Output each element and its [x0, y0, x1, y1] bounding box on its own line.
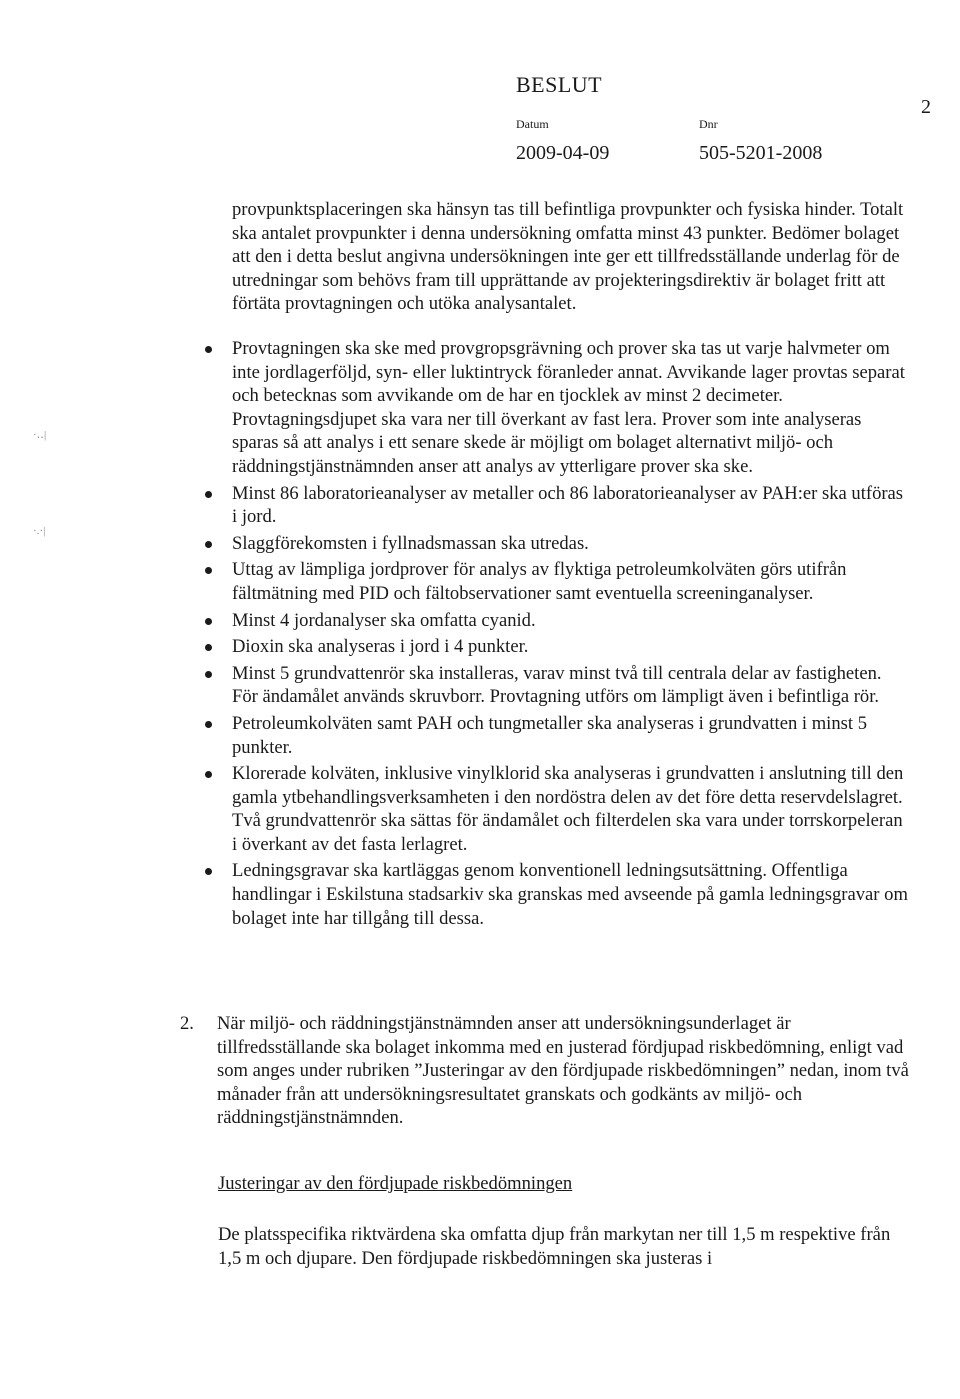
bullet-icon: [205, 346, 212, 353]
list-item-text: Minst 4 jordanalyser ska omfatta cyanid.: [232, 609, 536, 631]
bullet-icon: [205, 567, 212, 574]
list-item: [205, 532, 912, 556]
requirements-bullet-list: [205, 337, 912, 933]
page-number: 2: [921, 96, 931, 118]
list-item-text: Klorerade kolväten, inklusive vinylklorid ska analyseras i grundvatten i anslutning till den gamla ytbehandlingsverksamheten i den nordöstra delen av det före detta reservdelslagret. Två grundvattenrör ska sättas för ändamålet och filterdelen ska vara under torrskorpeleran i överkant av det fasta lerlagret.: [232, 763, 904, 855]
bullet-icon: [205, 491, 212, 498]
list-item-text: Minst 86 laboratorieanalyser av metaller och 86 laboratorieanalyser av PAH:er ska utföras i jord.: [232, 482, 904, 528]
list-item-text: Dioxin ska analyseras i jord i 4 punkter.: [232, 636, 529, 658]
list-item: [205, 635, 912, 659]
list-item: [205, 482, 912, 529]
date-label: Datum: [516, 117, 549, 131]
bullet-icon: [205, 721, 212, 728]
list-item-text: Provtagningen ska ske med provgropsgrävning och prover ska tas ut varje halvmeter om inte jordlagerföljd, syn- eller luktintryck föranleder annat. Avvikande lager provtas separat och betecknas som avvikande om de har en tjocklek av minst 2 decimeter. Provtagningsdjupet ska vara ner till överkant av fast lera. Prover som inte analyseras sparas så att analys i ett senare skede är möjligt om bolaget alternativt miljö- och räddningstjänstnämnden anser att analys av ytterligare prover ska ske.: [232, 338, 905, 477]
dnr-label: Dnr: [699, 117, 718, 131]
list-item-text: Uttag av lämpliga jordprover för analys av flyktiga petroleumkolväten görs utifrån fältmätning med PID och fältobservationer samt eventuella screeninganalyser.: [232, 559, 847, 604]
list-item: [205, 762, 912, 856]
margin-scan-mark: ·‥|: [33, 429, 47, 441]
list-item-text: Petroleumkolväten samt PAH och tungmetaller ska analyseras i grundvatten i minst 5 punkter.: [232, 712, 867, 758]
date-value: 2009-04-09: [516, 142, 610, 164]
dnr-value: 505-5201-2008: [699, 142, 823, 164]
bullet-icon: [205, 671, 212, 678]
list-item-text: Minst 5 grundvattenrör ska installeras, varav minst två till centrala delar av fastigheten. För ändamålet används skruvborr. Provtagning utförs om lämpligt även i befintliga rör.: [232, 662, 882, 708]
section-heading: Justeringar av den fördjupade riskbedömningen: [218, 1173, 573, 1194]
document-type-title: BESLUT: [516, 72, 603, 97]
list-item-text: Slaggförekomsten i fyllnadsmassan ska utredas.: [232, 532, 589, 554]
list-item-text: Ledningsgravar ska kartläggas genom konventionell ledningsutsättning. Offentliga handlingar i Eskilstuna stadsarkiv ska granskas med avseende på gamla ledningsgravar om bolaget inte har tillgång till dessa.: [232, 860, 908, 929]
list-item: [205, 609, 912, 633]
bullet-icon: [205, 644, 212, 651]
bullet-icon: [205, 771, 212, 778]
item-number: 2.: [180, 1013, 194, 1034]
section-paragraph: De platsspecifika riktvärdena ska omfatta djup från markytan ner till 1,5 m respektive från 1,5 m och djupare. Den fördjupade riskbedömningen ska justeras i: [218, 1224, 891, 1269]
list-item: [205, 337, 912, 479]
intro-paragraph: provpunktsplaceringen ska hänsyn tas till befintliga provpunkter och fysiska hinder. Totalt ska antalet provpunkter i denna undersökning omfatta minst 43 punkter. Bedömer bolaget att den i detta beslut angivna undersökningen inte ger ett tillfredsställande underlag för de utredningar som behövs fram till upprättande av projekteringsdirektiv är bolaget fritt att förtäta provtagningen och utöka analysantalet.: [232, 199, 904, 315]
list-item: [205, 859, 912, 930]
bullet-icon: [205, 541, 212, 548]
list-item: [205, 712, 912, 759]
item-text: När miljö- och räddningstjänstnämnden anser att undersökningsunderlaget är tillfredsställande ska bolaget inkomma med en justerad fördjupad riskbedömning, enligt vad som anges under rubriken ”Justeringar av den fördjupade riskbedömningen” nedan, inom två månader från att undersökningsresultatet granskats och godkänts av miljö- och räddningstjänstnämnden.: [217, 1013, 909, 1129]
bullet-icon: [205, 618, 212, 625]
list-item: [205, 558, 912, 605]
list-item: [205, 662, 912, 709]
bullet-icon: [205, 868, 212, 875]
margin-scan-mark: ·.·|: [33, 525, 46, 537]
